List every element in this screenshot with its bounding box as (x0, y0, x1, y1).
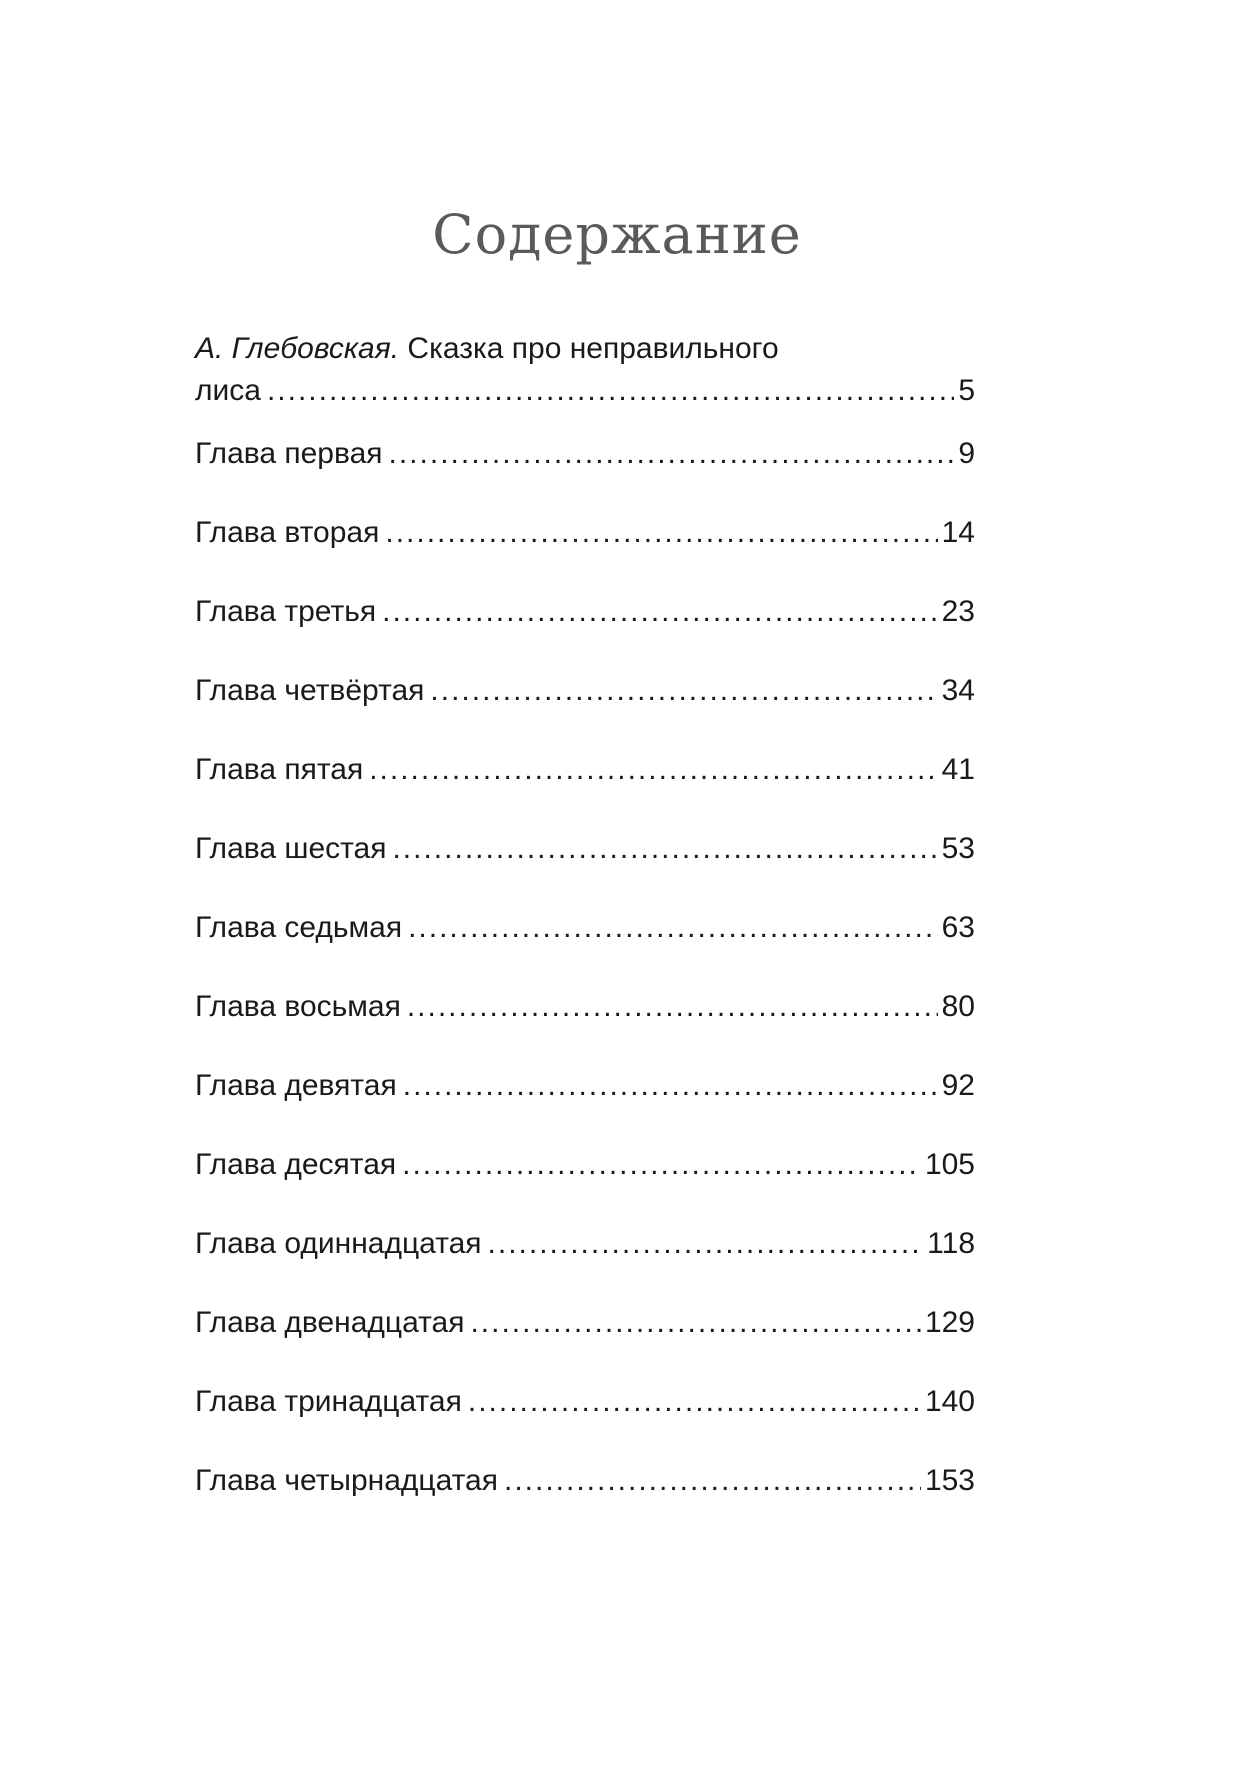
chapter-label: Глава четырнадцатая (195, 1464, 498, 1497)
toc-entry[interactable] (195, 749, 975, 791)
dot-leader (488, 1223, 924, 1265)
toc-entry[interactable] (195, 1381, 975, 1423)
chapter-page-number: 34 (941, 674, 975, 707)
toc-entry[interactable] (195, 1065, 975, 1107)
table-of-contents (195, 328, 975, 1502)
chapter-page-number: 41 (941, 753, 975, 786)
dot-leader (468, 1381, 921, 1423)
dot-leader (403, 1065, 938, 1107)
chapter-page-number: 92 (941, 1069, 975, 1102)
toc-entry[interactable] (195, 1302, 975, 1344)
dot-leader (402, 1144, 921, 1186)
toc-entry[interactable] (195, 828, 975, 870)
chapter-page-number: 53 (941, 832, 975, 865)
intro-page-number: 5 (958, 374, 975, 407)
chapter-label: Глава двенадцатая (195, 1306, 465, 1339)
dot-leader (389, 433, 955, 475)
dot-leader (430, 670, 937, 712)
chapter-label: Глава шестая (195, 832, 387, 865)
dot-leader (392, 828, 937, 870)
dot-leader (408, 907, 938, 949)
dot-leader (267, 370, 954, 412)
chapter-label: Глава вторая (195, 516, 380, 549)
toc-entry[interactable] (195, 591, 975, 633)
toc-entry[interactable] (195, 1460, 975, 1502)
chapter-label: Глава первая (195, 437, 383, 470)
chapter-label: Глава пятая (195, 753, 364, 786)
chapter-page-number: 14 (941, 516, 975, 549)
toc-entry[interactable] (195, 907, 975, 949)
chapter-page-number: 105 (924, 1148, 975, 1181)
chapter-label: Глава седьмая (195, 911, 403, 944)
chapter-label: Глава третья (195, 595, 377, 628)
dot-leader (382, 591, 938, 633)
dot-leader (504, 1460, 921, 1502)
toc-entry[interactable] (195, 512, 975, 554)
chapter-page-number: 153 (924, 1464, 975, 1497)
chapter-page-number: 118 (927, 1227, 975, 1260)
intro-title-line1: Сказка про неправильного (407, 332, 779, 365)
chapter-label: Глава восьмая (195, 990, 401, 1023)
toc-entry-intro[interactable] (195, 328, 975, 370)
chapter-label: Глава тринадцатая (195, 1385, 462, 1418)
chapter-label: Глава четвёртая (195, 674, 425, 707)
toc-entry-intro-continuation[interactable] (195, 370, 975, 412)
toc-entry[interactable] (195, 986, 975, 1028)
dot-leader (407, 986, 938, 1028)
dot-leader (470, 1302, 920, 1344)
toc-entry[interactable] (195, 433, 975, 475)
chapter-page-number: 63 (941, 911, 975, 944)
chapter-label: Глава девятая (195, 1069, 397, 1102)
chapter-page-number: 23 (941, 595, 975, 628)
intro-title-line2: лиса (195, 374, 261, 407)
chapter-page-number: 129 (924, 1306, 975, 1339)
toc-entry[interactable] (195, 1144, 975, 1186)
dot-leader (385, 512, 937, 554)
dot-leader (369, 749, 937, 791)
chapter-label: Глава одиннадцатая (195, 1227, 482, 1260)
chapter-label: Глава десятая (195, 1148, 397, 1181)
toc-entry[interactable] (195, 670, 975, 712)
chapter-page-number: 9 (958, 437, 975, 470)
intro-author: А. Глебовская. (195, 332, 400, 365)
page-title: Содержание (432, 203, 802, 266)
chapter-page-number: 140 (924, 1385, 975, 1418)
toc-entry[interactable] (195, 1223, 975, 1265)
chapter-page-number: 80 (941, 990, 975, 1023)
